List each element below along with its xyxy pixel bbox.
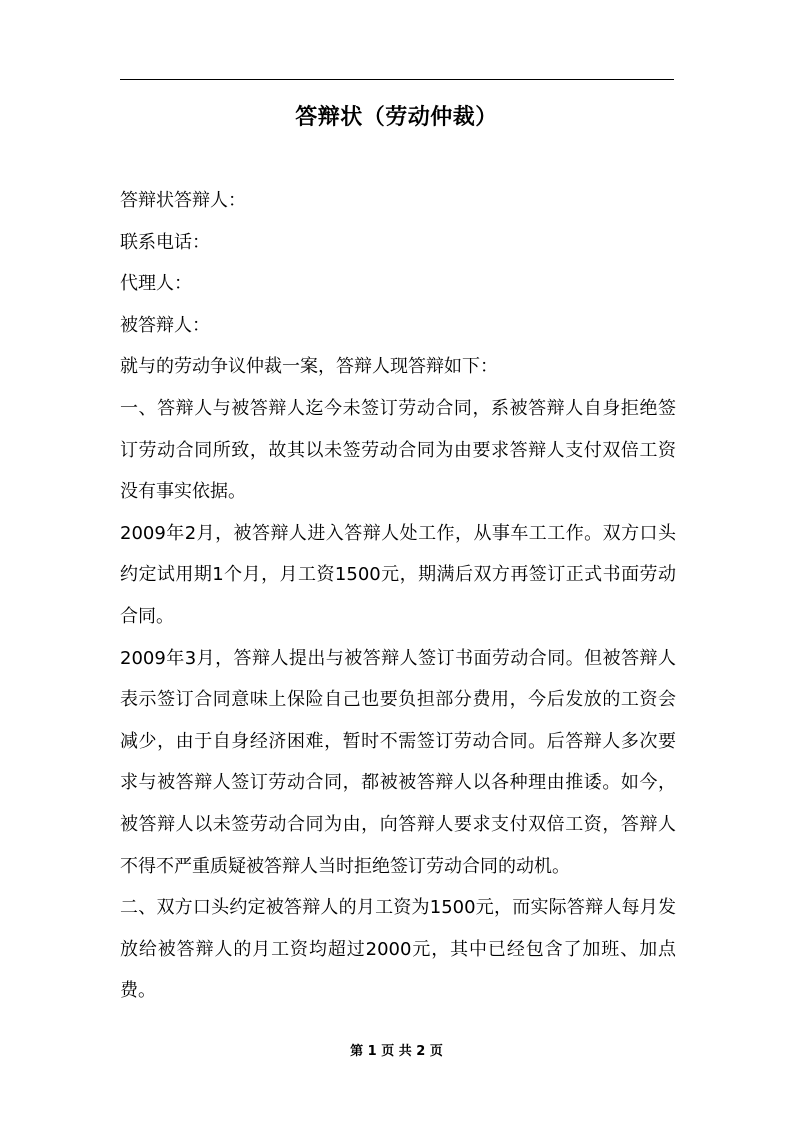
paragraph-mar-2009: 2009年3月，答辩人提出与被答辩人签订书面劳动合同。但被答辩人表示签订合同意味上保险自己也要负担部分费用，今后发放的工资会减少，由于自身经济困难，暂时不需签订劳动合同。后答辩人多次要求与被答辩人签订劳动合同，都被被答辩人以各种理由推诿。如今，被答辩人以未签劳动合同为由，向答辩人要求支付双倍工资，答辩人不得不严重质疑被答辩人当时拒绝签订劳动合同的动机。 (120, 647, 676, 877)
page-number-label: 第 1 页 共 2 页 (350, 1044, 443, 1059)
paragraph-phone: 联系电话： (120, 231, 210, 253)
paragraph-feb-2009: 2009年2月，被答辩人进入答辩人处工作，从事车工工作。双方口头约定试用期1个月，月工资1500元，期满后双方再签订正式书面劳动合同。 (120, 522, 676, 627)
document-body (120, 180, 676, 1012)
header-rule (120, 79, 674, 80)
paragraph-point-one: 一、答辩人与被答辩人迄今未签订劳动合同，系被答辩人自身拒绝签订劳动合同所致，故其以未签劳动合同为由要求答辩人支付双倍工资没有事实依据。 (120, 397, 676, 503)
paragraph-agent: 代理人： (120, 273, 192, 295)
page-footer (0, 1041, 793, 1063)
paragraph-respondent: 答辩状答辩人： (120, 190, 246, 211)
document-title: 答辩状（劳动仲裁） (295, 105, 498, 130)
paragraph-claimant: 被答辩人： (120, 314, 210, 336)
paragraph-intro: 就与的劳动争议仲裁一案，答辩人现答辩如下： (120, 356, 498, 378)
paragraph-point-two: 二、双方口头约定被答辩人的月工资为1500元，而实际答辩人每月发放给被答辩人的月工资均超过2000元，其中已经包含了加班、加点费。 (120, 897, 676, 1002)
